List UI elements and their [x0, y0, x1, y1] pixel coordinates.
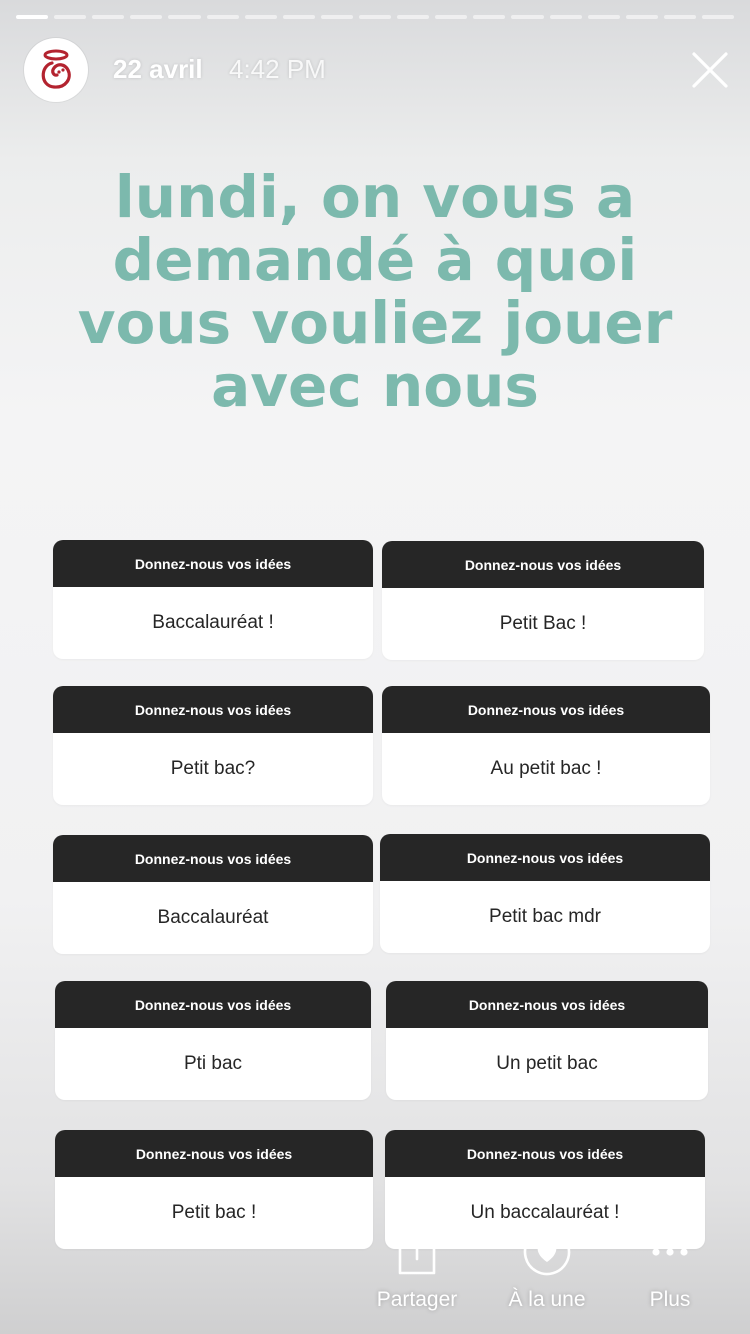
progress-segment — [588, 15, 620, 19]
question-sticker-header: Donnez-nous vos idées — [386, 981, 708, 1028]
answer-text: Petit bac mdr — [489, 906, 601, 927]
question-answer-card — [53, 540, 373, 659]
answer-text: Un baccalauréat ! — [470, 1202, 620, 1223]
progress-segment — [245, 15, 277, 19]
more-dots-icon — [642, 1224, 698, 1280]
question-answer-card — [53, 835, 373, 954]
more-label: Plus — [649, 1288, 691, 1311]
answer-text: Un petit bac — [496, 1053, 598, 1074]
story-date: 22 avril — [113, 54, 203, 84]
question-sticker-header: Donnez-nous vos idées — [382, 541, 704, 588]
progress-segment — [511, 15, 543, 19]
answer-text: Baccalauréat — [157, 907, 269, 928]
story-time: 4:42 PM — [229, 54, 326, 84]
heart-circle-icon — [519, 1224, 575, 1280]
question-sticker-header: Donnez-nous vos idées — [55, 1130, 373, 1177]
story-headline: lundi, on vous a demandé à quoi vous vouliez jouer avec nous — [77, 163, 673, 420]
progress-segment — [168, 15, 200, 19]
question-sticker-header: Donnez-nous vos idées — [385, 1130, 705, 1177]
question-answer-card — [382, 686, 710, 805]
progress-segment — [54, 15, 86, 19]
progress-segment — [664, 15, 696, 19]
progress-segment — [321, 15, 353, 19]
progress-segment — [626, 15, 658, 19]
progress-segment — [207, 15, 239, 19]
story-progress-bar — [16, 15, 734, 20]
progress-segment — [130, 15, 162, 19]
question-sticker-header: Donnez-nous vos idées — [382, 686, 710, 733]
progress-segment — [16, 15, 48, 19]
question-answer-card — [53, 686, 373, 805]
answer-text: Baccalauréat ! — [152, 612, 274, 633]
share-label: Partager — [376, 1288, 458, 1311]
question-sticker-header: Donnez-nous vos idées — [55, 981, 371, 1028]
progress-segment — [92, 15, 124, 19]
progress-segment — [473, 15, 505, 19]
share-button[interactable] — [357, 1224, 477, 1312]
answer-text: Petit bac ! — [171, 1202, 257, 1223]
answer-text: Petit Bac ! — [499, 613, 587, 634]
story-actions — [0, 1224, 750, 1334]
brand-logo-icon[interactable] — [24, 38, 88, 102]
close-icon[interactable] — [688, 48, 732, 92]
question-answer-card — [55, 981, 371, 1100]
question-sticker-header: Donnez-nous vos idées — [53, 540, 373, 587]
answer-text: Pti bac — [183, 1053, 243, 1074]
share-icon — [389, 1224, 445, 1280]
highlight-label: À la une — [508, 1288, 586, 1311]
highlight-button[interactable] — [487, 1224, 607, 1312]
story-header — [24, 38, 734, 102]
question-answer-card — [382, 541, 704, 660]
progress-segment — [359, 15, 391, 19]
question-sticker-header: Donnez-nous vos idées — [53, 686, 373, 733]
progress-segment — [283, 15, 315, 19]
more-button[interactable] — [610, 1224, 730, 1312]
question-answer-card — [386, 981, 708, 1100]
progress-segment — [702, 15, 734, 19]
answer-text: Au petit bac ! — [490, 758, 602, 779]
question-answer-card — [380, 834, 710, 953]
answer-text: Petit bac? — [170, 758, 256, 779]
question-sticker-header: Donnez-nous vos idées — [380, 834, 710, 881]
question-sticker-header: Donnez-nous vos idées — [53, 835, 373, 882]
progress-segment — [397, 15, 429, 19]
progress-segment — [435, 15, 467, 19]
progress-segment — [550, 15, 582, 19]
